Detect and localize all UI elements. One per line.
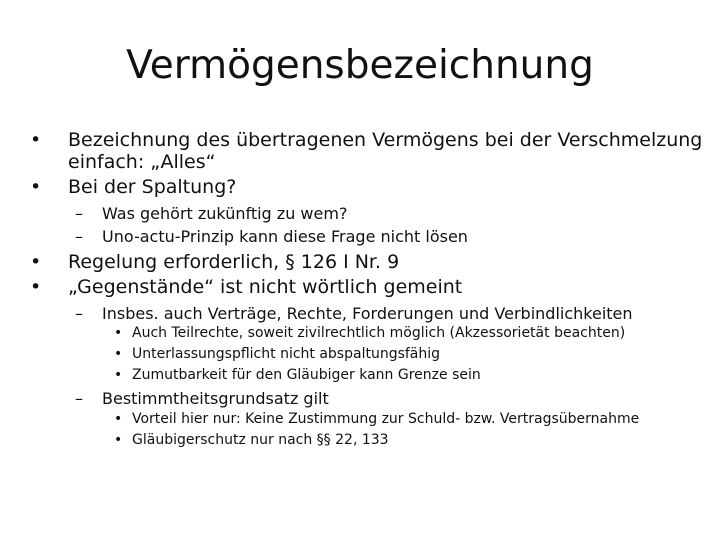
sub-sub-bullet-text: Vorteil hier nur: Keine Zustimmung zur Schuld- bzw. Vertragsübernahme <box>132 411 640 427</box>
bullet-marker: • <box>30 176 42 198</box>
bullet-marker: • <box>114 346 123 362</box>
sub-sub-bullet-text: Zumutbarkeit für den Gläubiger kann Grenze sein <box>132 367 481 383</box>
bullet-marker: • <box>30 129 42 151</box>
sub-sub-bullet-text: Auch Teilrechte, soweit zivilrechtlich möglich (Akzessorietät beachten) <box>132 325 626 341</box>
bullet-text-continuation: einfach: „Alles“ <box>68 151 216 173</box>
sub-sub-bullet-text: Gläubigerschutz nur nach §§ 22, 133 <box>132 432 389 448</box>
dash-marker: – <box>75 227 83 246</box>
bullet-marker: • <box>30 276 42 298</box>
bullet-marker: • <box>30 251 42 273</box>
slide-title: Vermögensbezeichnung <box>126 43 594 88</box>
bullet-text: Bezeichnung des übertragenen Vermögens bei der Verschmelzung <box>68 129 703 151</box>
dash-marker: – <box>75 304 83 323</box>
bullet-marker: • <box>114 432 123 448</box>
sub-bullet-text: Insbes. auch Verträge, Rechte, Forderungen und Verbindlichkeiten <box>102 304 633 323</box>
sub-sub-bullet-text: Unterlassungspflicht nicht abspaltungsfähig <box>132 346 441 362</box>
dash-marker: – <box>75 204 83 223</box>
bullet-text: „Gegenstände“ ist nicht wörtlich gemeint <box>68 276 463 298</box>
sub-bullet-text: Bestimmtheitsgrundsatz gilt <box>102 389 329 408</box>
bullet-marker: • <box>114 411 123 427</box>
sub-bullet-text: Was gehört zukünftig zu wem? <box>102 204 348 223</box>
bullet-marker: • <box>114 325 123 341</box>
bullet-text: Bei der Spaltung? <box>68 176 237 198</box>
bullet-marker: • <box>114 367 123 383</box>
bullet-text: Regelung erforderlich, § 126 I Nr. 9 <box>68 251 400 273</box>
sub-bullet-text: Uno-actu-Prinzip kann diese Frage nicht lösen <box>102 227 468 246</box>
dash-marker: – <box>75 389 83 408</box>
